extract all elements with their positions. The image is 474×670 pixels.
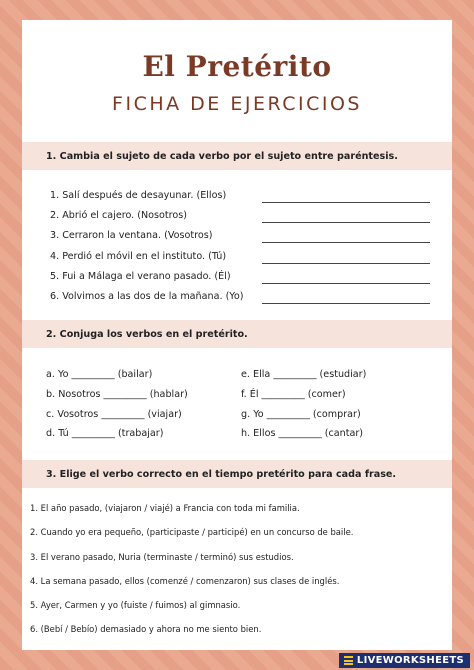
- list-item: 4. Perdió el móvil en el instituto. (Tú): [50, 247, 430, 267]
- section-2-grid: [46, 365, 436, 444]
- list-item[interactable]: h. Ellos _________ (cantar): [241, 428, 364, 440]
- section-3-heading: 3. Elige el verbo correcto en el tiempo pretérito para cada frase.: [22, 460, 452, 488]
- section-1-list: [50, 186, 430, 307]
- list-item: 2. Abrió el cajero. (Nosotros): [50, 206, 430, 226]
- liveworksheets-badge[interactable]: [339, 653, 470, 668]
- liveworksheets-logo-icon: [343, 655, 354, 666]
- list-item[interactable]: f. Él _________ (comer): [241, 388, 346, 400]
- section-3-list: [30, 496, 445, 642]
- answer-blank[interactable]: [262, 191, 430, 203]
- list-item[interactable]: 3. El verano pasado, Nuria (terminaste / terminó) sus estudios.: [30, 551, 294, 562]
- page-subtitle: FICHA DE EJERCICIOS: [112, 93, 362, 115]
- section-2-heading: 2. Conjuga los verbos en el pretérito.: [22, 320, 452, 348]
- answer-blank[interactable]: [262, 272, 430, 284]
- header: [22, 50, 452, 115]
- worksheet: [22, 20, 452, 650]
- page-title: El Pretérito: [142, 50, 332, 83]
- list-item: 5. Fui a Málaga el verano pasado. (Él): [50, 267, 430, 287]
- answer-blank[interactable]: [262, 292, 430, 304]
- section-1-heading: 1. Cambia el sujeto de cada verbo por el sujeto entre paréntesis.: [22, 142, 452, 170]
- list-item: 3. Cerraron la ventana. (Vosotros): [50, 226, 430, 246]
- list-item[interactable]: 2. Cuando yo era pequeño, (participaste / participé) en un concurso de baile.: [30, 527, 354, 538]
- list-item[interactable]: 5. Ayer, Carmen y yo (fuiste / fuimos) al gimnasio.: [30, 600, 241, 611]
- list-item: 1. Salí después de desayunar. (Ellos): [50, 186, 430, 206]
- section-2-right-column: [241, 365, 436, 444]
- answer-blank[interactable]: [262, 211, 430, 223]
- list-item[interactable]: 1. El año pasado, (viajaron / viajé) a Francia con toda mi familia.: [30, 503, 300, 513]
- brand-label: LIVEWORKSHEETS: [356, 655, 464, 666]
- list-item[interactable]: 6. (Bebí / Bebío) demasiado y ahora no me siento bien.: [30, 624, 262, 635]
- list-item: 6. Volvimos a las dos de la mañana. (Yo): [50, 287, 430, 307]
- answer-blank[interactable]: [262, 231, 430, 243]
- list-item[interactable]: e. Ella _________ (estudiar): [241, 369, 367, 380]
- section-2-left-column: [46, 365, 241, 444]
- list-item[interactable]: c. Vosotros _________ (viajar): [46, 408, 182, 420]
- list-item[interactable]: g. Yo _________ (comprar): [241, 408, 361, 420]
- list-item[interactable]: 4. La semana pasado, ellos (comenzé / comenzaron) sus clases de inglés.: [30, 575, 340, 586]
- answer-blank[interactable]: [262, 252, 430, 264]
- list-item[interactable]: b. Nosotros _________ (hablar): [46, 388, 188, 400]
- list-item[interactable]: a. Yo _________ (bailar): [46, 369, 153, 380]
- list-item[interactable]: d. Tú _________ (trabajar): [46, 428, 164, 440]
